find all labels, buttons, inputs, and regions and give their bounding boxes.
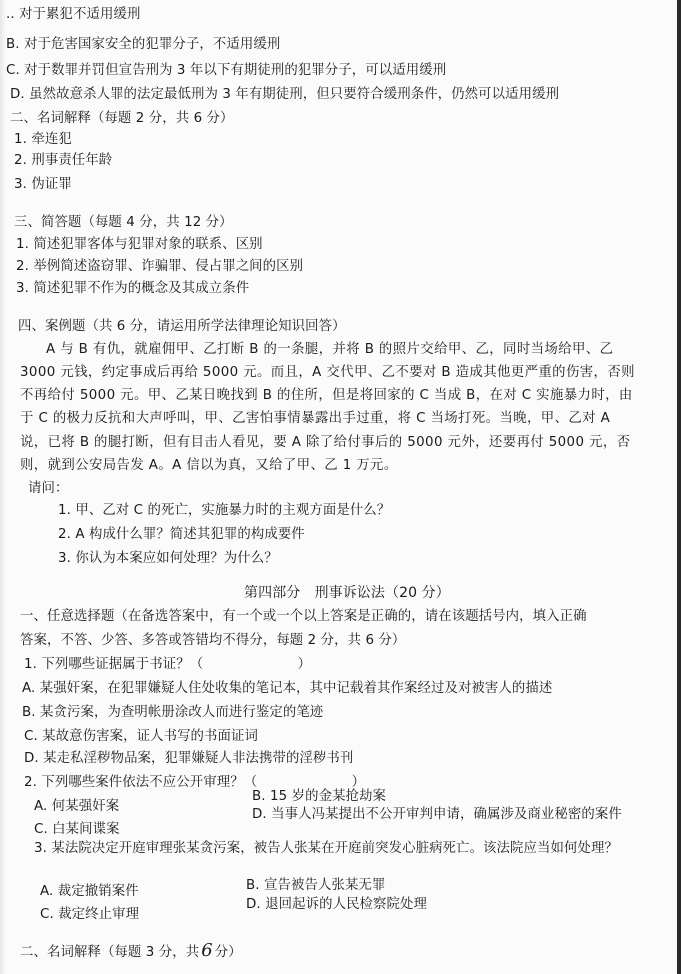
q2-option-a: A. 何某强奸案 [34,799,120,814]
scan-shadow [0,0,6,974]
scan-edge [677,0,681,974]
option-a: .. 对于累犯不适用缓刑 [6,7,141,22]
question-prompt: 请问： [28,481,69,496]
q3-option-a: A. 裁定撤销案件 [40,884,139,899]
heading-printed: 二、名词解释（每题 3 分，共 [20,945,200,960]
q2-option-c: C. 白某间谍案 [34,822,120,837]
section2-heading: 二、名词解释（每题 2 分，共 6 分） [10,111,234,126]
question-2-stem: 2. 下列哪些案件依法不应公开审理？（ ） [24,775,366,790]
question-1-stem: 1. 下列哪些证据属于书证？（ ） [24,657,312,672]
section3-item: 1. 简述犯罪客体与犯罪对象的联系、区别 [16,237,263,252]
q1-option-b: B. 某贪污案，为查明帐册涂改人而进行鉴定的笔迹 [22,705,324,720]
case-question: 2. A 构成什么罪？简述其犯罪的构成要件 [58,527,305,542]
section2-item: 2. 刑事责任年龄 [14,153,113,168]
q3-option-d: D. 退回起诉的人民检察院处理 [246,897,428,912]
q2-option-b: B. 15 岁的金某抢劫案 [252,789,387,804]
option-c: C. 对于数罪并罚但宣告刑为 3 年以下有期徒刑的犯罪分子，可以适用缓刑 [6,63,447,78]
section3-heading: 三、简答题（每题 4 分，共 12 分） [14,215,233,230]
q3-option-b: B. 宣告被告人张某无罪 [246,878,386,893]
section2-heading-part4 [20,942,242,962]
case-text-line: 于 C 的极力反抗和大声呼叫，甲、乙害怕事情暴露出手过重，将 C 当场打死。当晚，甲、乙对 A [20,411,611,426]
q1-option-d: D. 某走私淫秽物品案，犯罪嫌疑人非法携带的淫秽书刊 [24,751,354,766]
q1-option-a: A. 某强奸案，在犯罪嫌疑人住处收集的笔记本，其中记载着其作案经过及对被害人的描述 [22,681,553,696]
q2-option-d: D. 当事人冯某提出不公开审判申请，确属涉及商业秘密的案件 [252,807,622,822]
question-3-stem: 3. 某法院决定开庭审理张某贪污案，被告人张某在开庭前突发心脏病死亡。该法院应当如何处理？ [34,841,618,856]
case-text-line: 则，就到公安局告发 A。A 信以为真，又给了甲、乙 1 万元。 [20,458,398,473]
section2-item: 3. 伪证罪 [14,177,72,192]
case-text-line: A 与 B 有仇，就雇佣甲、乙打断 B 的一条腿，并将 B 的照片交给甲、乙，同时当场给甲、乙 [46,342,614,357]
section4-heading: 四、案例题（共 6 分，请运用所学法律理论知识回答） [18,319,346,334]
part-title: 第四部分 刑事诉讼法（20 分） [244,585,450,601]
section2-item: 1. 牵连犯 [14,132,72,147]
case-text-line: 不再给付 5000 元。甲、乙某日晚找到 B 的住所，但是将回家的 C 当成 B，在对 C 实施暴力时，由 [20,388,633,403]
handwritten-score: 6 [201,940,213,961]
mc-heading-continued: 答案，不答、少答、多答或答错均不得分，每题 2 分，共 6 分） [20,633,406,648]
mc-heading: 一、任意选择题（在备选答案中，有一个或一个以上答案是正确的，请在该题括号内，填入正确 [20,609,587,624]
case-question: 3. 你认为本案应如何处理？为什么？ [58,551,278,566]
case-text-line: 3000 元钱，约定事成后再给 5000 元。而且，A 交代甲、乙不要对 B 造成其他更严重的伤害，否则 [20,365,635,380]
option-b: B. 对于危害国家安全的犯罪分子，不适用缓刑 [6,37,281,52]
case-question: 1. 甲、乙对 C 的死亡，实施暴力时的主观方面是什么？ [58,503,391,518]
q1-option-c: C. 某故意伤害案，证人书写的书面证词 [24,729,259,744]
section3-item: 3. 简述犯罪不作为的概念及其成立条件 [16,281,250,296]
q3-option-c: C. 裁定终止审理 [40,907,140,922]
heading-end: 分） [214,945,242,960]
case-text-line: 说，已将 B 的腿打断，但有目击人看见，要 A 除了给付事后的 5000 元外，还要再付 5000 元，否 [20,435,631,450]
section3-item: 2. 举例简述盗窃罪、诈骗罪、侵占罪之间的区别 [16,259,304,274]
option-d: D. 虽然故意杀人罪的法定最低刑为 3 年有期徒刑，但只要符合缓刑条件，仍然可以适用缓刑 [10,87,560,102]
